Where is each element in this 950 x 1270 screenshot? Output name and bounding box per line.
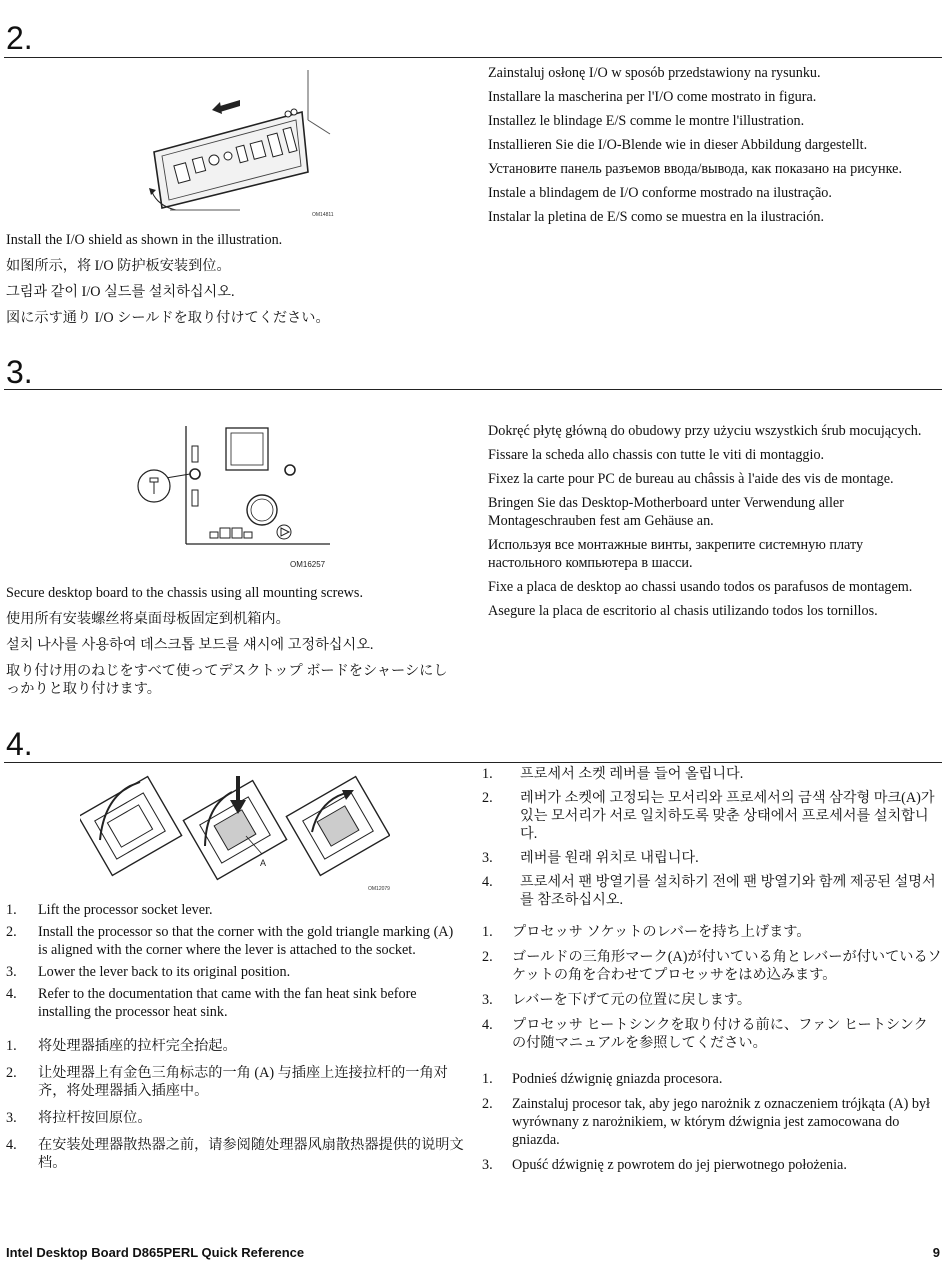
list-item: 3. レバーを下げて元の位置に戻します。 [482,992,752,1008]
list-item: 3. 레버를 원래 위치로 내립니다. [482,850,699,866]
instruction-ko: 설치 나사를 사용하여 데스크톱 보드를 섀시에 고정하십시오. [6,637,374,653]
instruction-es: Instalar la pletina de E/S como se muestra en la ilustración. [488,209,825,225]
instruction-ru: Используя все монтажные винты, закрепите системную плату настольного компьютера в шасси. [488,537,864,571]
s4-right-text [482,765,942,1181]
section-divider [4,762,942,763]
s3-right-text [488,422,938,626]
instruction-ru: Установите панель разъемов ввода/вывода, как показано на рисунке. [488,161,902,177]
list-item: 4. Refer to the documentation that came with the fan heat sink before installing the processor heat sink. [6,986,417,1020]
figure-code: OM14811 [312,212,334,218]
s2-right-text [488,64,938,232]
board-mounting-illustration [134,422,334,572]
processor-install-illustration [80,770,390,894]
instruction-es: Asegure la placa de escritorio al chasis utilizando todos los tornillos. [488,603,878,619]
figure-code: OM12079 [368,886,390,892]
s3-left-text [6,584,458,706]
instruction-pl: Zainstaluj osłonę I/O w sposób przedstawiony na rysunku. [488,65,821,81]
instruction-pt: Instale a blindagem de I/O conforme mostrado na ilustração. [488,185,832,201]
instruction-ja: 図に示す通り I/O シールドを取り付けてください。 [6,310,330,326]
instruction-zh: 使用所有安装螺丝将桌面母板固定到机箱内。 [6,611,290,627]
instruction-fr: Installez le blindage E/S comme le montre l'illustration. [488,113,805,129]
step-number: 2. [6,20,33,56]
instruction-en: Install the I/O shield as shown in the illustration. [6,232,283,248]
instruction-it: Installare la mascherina per l'I/O come mostrato in figura. [488,89,817,105]
page-number: 9 [932,1245,940,1260]
instruction-ja: 取り付け用のねじをすべて使ってデスクトップ ボードをシャーシにしっかりと取り付けます。 [6,663,448,697]
list-item: 4. 在安装处理器散热器之前，请参阅随处理器风扇散热器提供的说明文档。 [6,1137,464,1171]
s2-left-text [6,231,456,335]
instruction-pt: Fixe a placa de desktop ao chassi usando todos os parafusos de montagem. [488,579,913,595]
instruction-pl: Dokręć płytę główną do obudowy przy użyciu wszystkich śrub mocujących. [488,423,922,439]
instruction-zh: 如图所示，将 I/O 防护板安装到位。 [6,258,231,274]
list-item: 2. Zainstaluj procesor tak, aby jego narożnik z oznaczeniem trójkąta (A) był wyrównany z narożnikiem, w którym dźwignia jest zamocowana do gniazda. [482,1096,930,1148]
section-divider [4,389,942,390]
list-item: 2. 레버가 소켓에 고정되는 모서리와 프로세서의 금색 삼각형 마크(A)가 있는 모서리가 서로 일치하도록 맞춘 상태에서 프로세서를 설치합니다. [482,790,935,842]
list-item: 2. 让处理器上有金色三角标志的一角 (A) 与插座上连接拉杆的一角对齐，将处理器插入插座中。 [6,1065,448,1099]
list-item: 2. ゴールドの三角形マーク(A)が付いている角とレバーが付いているソケットの角を合わせてプロセッサをはめ込みます。 [482,949,942,983]
steps-ja [482,923,942,1052]
io-shield-illustration [140,68,340,220]
section-divider [4,57,942,58]
instruction-ko: 그림과 같이 I/O 실드를 설치하십시오. [6,284,235,300]
list-item: 3. 将拉杆按回原位。 [6,1110,152,1126]
list-item: 3. Lower the lever back to its original position. [6,964,291,980]
instruction-de: Installieren Sie die I/O-Blende wie in dieser Abbildung dargestellt. [488,137,868,153]
footer-title: Intel Desktop Board D865PERL Quick Reference [6,1245,305,1260]
instruction-fr: Fixez la carte pour PC de bureau au châssis à l'aide des vis de montage. [488,471,894,487]
list-item: 3. Opuść dźwignię z powrotem do jej pierwotnego położenia. [482,1157,847,1173]
list-item: 2. Install the processor so that the corner with the gold triangle marking (A) is aligned with the corner where the lever is attached to the socket. [6,924,454,958]
steps-en [6,901,466,1021]
corner-marker-label: A [260,858,267,868]
step-number: 3. [6,354,33,390]
list-item: 1. 将处理器插座的拉杆完全抬起。 [6,1038,237,1054]
instruction-de: Bringen Sie das Desktop-Motherboard unter Verwendung aller Montageschrauben fest am Gehäuse an. [488,495,844,529]
instruction-en: Secure desktop board to the chassis using all mounting screws. [6,585,363,601]
list-item: 4. 프로세서 팬 방열기를 설치하기 전에 팬 방열기와 함께 제공된 설명서를 참조하십시오. [482,874,936,908]
step-number: 4. [6,726,33,762]
list-item: 1. Lift the processor socket lever. [6,902,213,918]
list-item: 1. 프로세서 소켓 레버를 들어 올립니다. [482,766,744,782]
list-item: 4. プロセッサ ヒートシンクを取り付ける前に、ファン ヒートシンクの付随マニュアルを参照してください。 [482,1017,928,1051]
figure-code: OM16257 [290,560,326,569]
instruction-it: Fissare la scheda allo chassis con tutte le viti di montaggio. [488,447,825,463]
steps-pl [482,1070,942,1174]
list-item: 1. Podnieś dźwignię gniazda procesora. [482,1071,723,1087]
s4-left-text [6,901,466,1181]
steps-ko [482,765,942,909]
list-item: 1. プロセッサ ソケットのレバーを持ち上げます。 [482,924,811,940]
steps-zh [6,1037,466,1172]
